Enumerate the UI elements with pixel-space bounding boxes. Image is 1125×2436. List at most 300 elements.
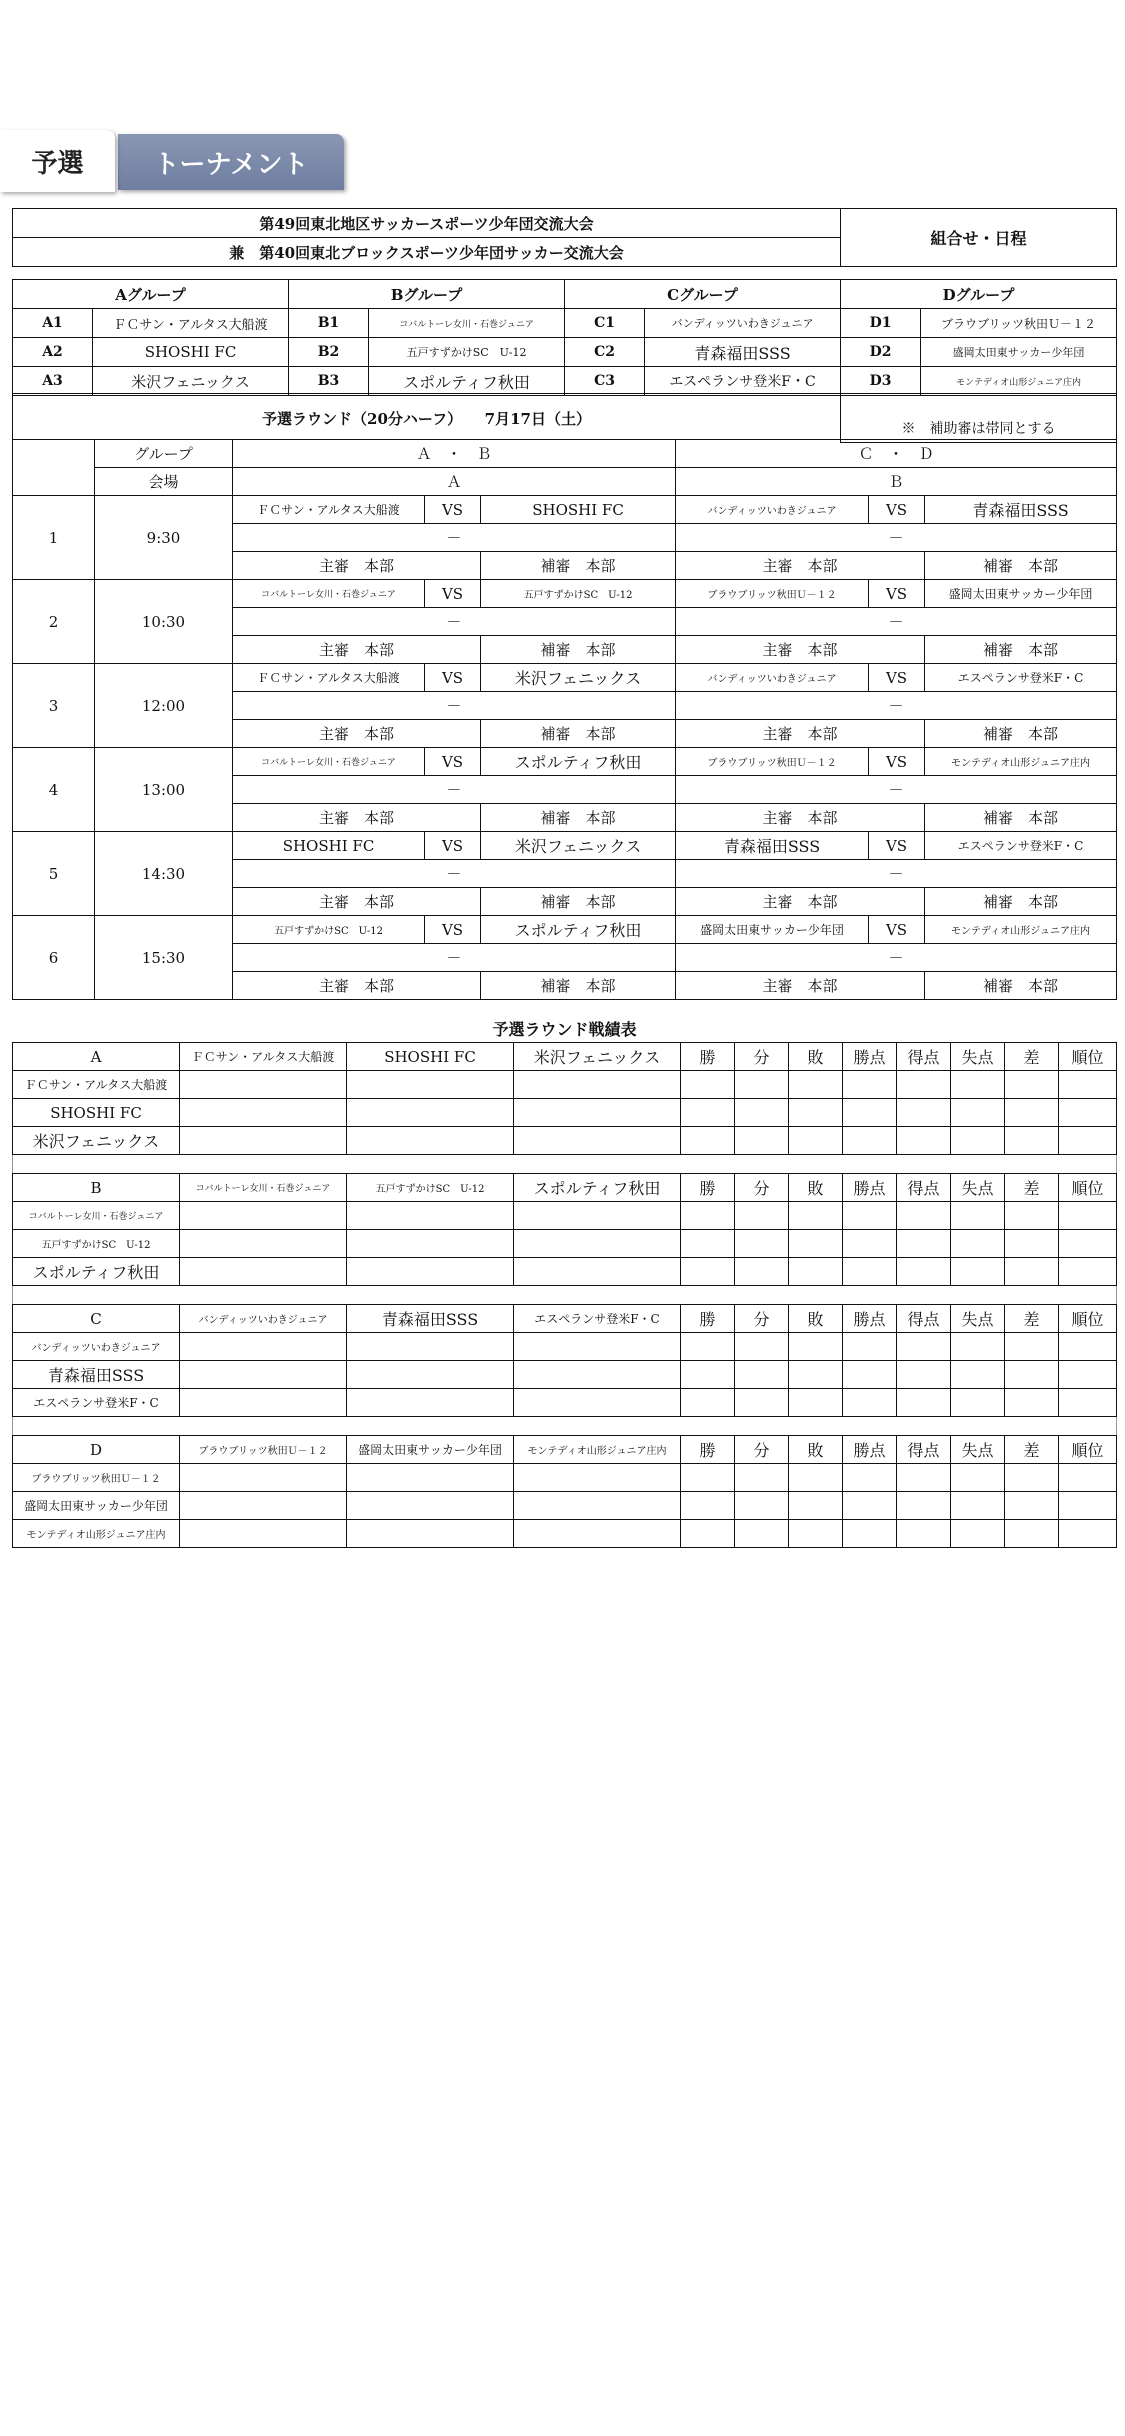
results-col-header: 分: [735, 1174, 789, 1202]
team-home-b: バンディッツいわきジュニア: [676, 496, 869, 524]
team-away-b: 青森福田SSS: [925, 496, 1117, 524]
results-cell[interactable]: [897, 1202, 951, 1230]
results-cell[interactable]: [789, 1361, 843, 1389]
results-cell[interactable]: [897, 1361, 951, 1389]
team-home-b: 盛岡太田東サッカー少年団: [676, 916, 869, 944]
team-home-b: 青森福田SSS: [676, 832, 869, 860]
results-cell[interactable]: [347, 1127, 514, 1155]
results-col-header: 分: [735, 1305, 789, 1333]
group-team: ブラウブリッツ秋田Ｕ－１２: [921, 309, 1117, 338]
results-cell[interactable]: [1005, 1099, 1059, 1127]
results-cell[interactable]: [1005, 1127, 1059, 1155]
results-col-header: 敗: [789, 1043, 843, 1071]
results-cell[interactable]: [180, 1361, 347, 1389]
team-home-a: コバルトーレ女川・石巻ジュニア: [233, 580, 425, 608]
match-number: 2: [13, 580, 95, 664]
results-cell[interactable]: [514, 1492, 681, 1520]
results-cell[interactable]: [1059, 1333, 1117, 1361]
results-cell[interactable]: [347, 1464, 514, 1492]
results-cell[interactable]: [789, 1202, 843, 1230]
results-col-header: 勝点: [843, 1436, 897, 1464]
referee-main-a: 主審 本部: [233, 552, 481, 580]
results-row-team: 五戸すずかけSC U-12: [13, 1230, 180, 1258]
schedule-table: [12, 439, 1117, 1000]
results-cell[interactable]: [1005, 1520, 1059, 1548]
referee-sub-a: 補審 本部: [481, 636, 676, 664]
group-team: スポルティフ秋田: [369, 367, 565, 396]
results-col-team: SHOSHI FC: [347, 1043, 514, 1071]
results-col-header: 敗: [789, 1305, 843, 1333]
results-cell[interactable]: [180, 1071, 347, 1099]
group-team: 盛岡太田東サッカー少年団: [921, 338, 1117, 367]
results-cell[interactable]: [347, 1099, 514, 1127]
results-col-header: 得点: [897, 1174, 951, 1202]
results-cell[interactable]: [843, 1389, 897, 1417]
results-cell[interactable]: [789, 1492, 843, 1520]
results-cell[interactable]: [735, 1071, 789, 1099]
score-a: －: [233, 608, 676, 636]
groups-table: [12, 279, 1117, 396]
match-number: 5: [13, 832, 95, 916]
results-cell[interactable]: [180, 1389, 347, 1417]
results-cell[interactable]: [897, 1258, 951, 1286]
results-cell[interactable]: [1059, 1127, 1117, 1155]
results-col-header: 得点: [897, 1043, 951, 1071]
results-row-team: バンディッツいわきジュニア: [13, 1333, 180, 1361]
referee-sub-b: 補審 本部: [925, 804, 1117, 832]
group-code: D1: [841, 309, 921, 338]
results-cell[interactable]: [735, 1099, 789, 1127]
results-cell[interactable]: [843, 1520, 897, 1548]
results-cell[interactable]: [347, 1333, 514, 1361]
results-cell[interactable]: [180, 1127, 347, 1155]
results-cell[interactable]: [951, 1071, 1005, 1099]
results-col-header: 差: [1005, 1305, 1059, 1333]
results-col-team: バンディッツいわきジュニア: [180, 1305, 347, 1333]
results-cell[interactable]: [789, 1389, 843, 1417]
vs-label: VS: [425, 748, 481, 776]
vs-label: VS: [869, 580, 925, 608]
results-cell[interactable]: [347, 1258, 514, 1286]
results-cell[interactable]: [681, 1520, 735, 1548]
results-cell[interactable]: [951, 1464, 1005, 1492]
results-cell[interactable]: [514, 1230, 681, 1258]
results-cell[interactable]: [514, 1389, 681, 1417]
results-cell[interactable]: [681, 1099, 735, 1127]
groups-cd: Ｃ ・ Ｄ: [676, 440, 1117, 468]
venue-b: Ｂ: [676, 468, 1117, 496]
results-cell[interactable]: [897, 1099, 951, 1127]
match-number: 6: [13, 916, 95, 1000]
group-team: 青森福田SSS: [645, 338, 841, 367]
results-cell[interactable]: [789, 1464, 843, 1492]
results-cell[interactable]: [843, 1230, 897, 1258]
results-cell[interactable]: [681, 1230, 735, 1258]
results-cell[interactable]: [681, 1333, 735, 1361]
referee-sub-a: 補審 本部: [481, 888, 676, 916]
results-cell[interactable]: [347, 1230, 514, 1258]
results-col-header: 勝: [681, 1436, 735, 1464]
results-cell[interactable]: [514, 1333, 681, 1361]
results-cell[interactable]: [514, 1127, 681, 1155]
team-home-b: ブラウブリッツ秋田Ｕ－１２: [676, 748, 869, 776]
score-b: －: [676, 944, 1117, 972]
results-cell[interactable]: [735, 1389, 789, 1417]
results-cell[interactable]: [789, 1071, 843, 1099]
group-team: モンテディオ山形ジュニア庄内: [921, 367, 1117, 396]
title-side: 組合せ・日程: [841, 209, 1117, 267]
referee-main-a: 主審 本部: [233, 636, 481, 664]
results-cell[interactable]: [951, 1492, 1005, 1520]
results-cell[interactable]: [789, 1230, 843, 1258]
results-cell[interactable]: [514, 1361, 681, 1389]
team-home-a: SHOSHI FC: [233, 832, 425, 860]
title-line2: 兼 第40回東北ブロックスポーツ少年団サッカー交流大会: [13, 238, 841, 267]
group-code: A3: [13, 367, 93, 396]
team-away-a: スポルティフ秋田: [481, 748, 676, 776]
results-cell[interactable]: [897, 1389, 951, 1417]
group-code: B3: [289, 367, 369, 396]
referee-sub-a: 補審 本部: [481, 804, 676, 832]
results-cell[interactable]: [180, 1258, 347, 1286]
results-cell[interactable]: [347, 1071, 514, 1099]
referee-sub-b: 補審 本部: [925, 888, 1117, 916]
team-away-a: スポルティフ秋田: [481, 916, 676, 944]
results-cell[interactable]: [180, 1202, 347, 1230]
results-cell[interactable]: [514, 1071, 681, 1099]
referee-main-a: 主審 本部: [233, 720, 481, 748]
results-cell[interactable]: [735, 1258, 789, 1286]
results-col-header: 得点: [897, 1436, 951, 1464]
results-cell[interactable]: [514, 1202, 681, 1230]
venue-label: 会場: [95, 468, 233, 496]
score-b: －: [676, 608, 1117, 636]
match-time: 12:00: [95, 664, 233, 748]
results-cell[interactable]: [735, 1202, 789, 1230]
results-spacer: [13, 1417, 1117, 1436]
results-cell[interactable]: [1059, 1389, 1117, 1417]
results-col-team: ＦＣサン・アルタス大船渡: [180, 1043, 347, 1071]
results-cell[interactable]: [843, 1071, 897, 1099]
group-team: コバルトーレ女川・石巻ジュニア: [369, 309, 565, 338]
results-cell[interactable]: [1059, 1361, 1117, 1389]
results-cell[interactable]: [180, 1099, 347, 1127]
group-header-b: Bグループ: [289, 280, 565, 309]
results-cell[interactable]: [951, 1258, 1005, 1286]
results-col-team: 米沢フェニックス: [514, 1043, 681, 1071]
team-home-a: コバルトーレ女川・石巻ジュニア: [233, 748, 425, 776]
results-cell[interactable]: [1005, 1230, 1059, 1258]
group-code: A2: [13, 338, 93, 367]
score-a: －: [233, 860, 676, 888]
results-cell[interactable]: [789, 1520, 843, 1548]
results-col-header: 得点: [897, 1305, 951, 1333]
results-cell[interactable]: [735, 1492, 789, 1520]
results-cell[interactable]: [347, 1389, 514, 1417]
results-cell[interactable]: [180, 1333, 347, 1361]
team-away-a: 五戸すずかけSC U-12: [481, 580, 676, 608]
results-col-header: 順位: [1059, 1174, 1117, 1202]
results-cell[interactable]: [735, 1333, 789, 1361]
results-col-header: 失点: [951, 1174, 1005, 1202]
results-col-team: 五戸すずかけSC U-12: [347, 1174, 514, 1202]
groups-ab: Ａ ・ Ｂ: [233, 440, 676, 468]
results-cell[interactable]: [1059, 1464, 1117, 1492]
group-team: 五戸すずかけSC U-12: [369, 338, 565, 367]
results-group-label: A: [13, 1043, 180, 1071]
results-cell[interactable]: [1005, 1464, 1059, 1492]
results-cell[interactable]: [789, 1258, 843, 1286]
results-cell[interactable]: [681, 1492, 735, 1520]
results-cell[interactable]: [514, 1520, 681, 1548]
results-col-team: モンテディオ山形ジュニア庄内: [514, 1436, 681, 1464]
results-col-header: 失点: [951, 1043, 1005, 1071]
title-table: [12, 208, 1117, 267]
score-b: －: [676, 692, 1117, 720]
group-label: グループ: [95, 440, 233, 468]
results-title: 予選ラウンド戦績表: [492, 1020, 637, 1039]
results-cell[interactable]: [789, 1099, 843, 1127]
score-a: －: [233, 776, 676, 804]
results-group-label: B: [13, 1174, 180, 1202]
score-b: －: [676, 860, 1117, 888]
results-cell[interactable]: [1059, 1202, 1117, 1230]
tab-tournament[interactable]: トーナメント: [118, 134, 344, 190]
results-cell[interactable]: [735, 1361, 789, 1389]
results-cell[interactable]: [951, 1099, 1005, 1127]
team-away-b: モンテディオ山形ジュニア庄内: [925, 748, 1117, 776]
results-cell[interactable]: [1059, 1258, 1117, 1286]
results-col-header: 順位: [1059, 1436, 1117, 1464]
results-cell[interactable]: [681, 1464, 735, 1492]
results-cell[interactable]: [789, 1333, 843, 1361]
results-cell[interactable]: [1005, 1071, 1059, 1099]
results-cell[interactable]: [951, 1520, 1005, 1548]
group-team: SHOSHI FC: [93, 338, 289, 367]
results-cell[interactable]: [681, 1389, 735, 1417]
referee-main-b: 主審 本部: [676, 972, 925, 1000]
group-team: ＦＣサン・アルタス大船渡: [93, 309, 289, 338]
results-cell[interactable]: [180, 1520, 347, 1548]
results-cell[interactable]: [843, 1464, 897, 1492]
results-cell[interactable]: [347, 1492, 514, 1520]
results-row-team: 米沢フェニックス: [13, 1127, 180, 1155]
score-b: －: [676, 524, 1117, 552]
results-row-team: ＦＣサン・アルタス大船渡: [13, 1071, 180, 1099]
results-col-header: 失点: [951, 1436, 1005, 1464]
referee-main-a: 主審 本部: [233, 972, 481, 1000]
team-home-a: 五戸すずかけSC U-12: [233, 916, 425, 944]
referee-main-b: 主審 本部: [676, 720, 925, 748]
results-cell[interactable]: [681, 1202, 735, 1230]
results-cell[interactable]: [347, 1520, 514, 1548]
referee-main-b: 主審 本部: [676, 636, 925, 664]
results-row-team: モンテディオ山形ジュニア庄内: [13, 1520, 180, 1548]
results-row-team: 盛岡太田東サッカー少年団: [13, 1492, 180, 1520]
group-code: B2: [289, 338, 369, 367]
round-note: ※ 補助審は帯同とする: [841, 394, 1117, 443]
vs-label: VS: [425, 580, 481, 608]
results-row-team: コバルトーレ女川・石巻ジュニア: [13, 1202, 180, 1230]
results-cell[interactable]: [1059, 1520, 1117, 1548]
vs-label: VS: [869, 664, 925, 692]
results-cell[interactable]: [735, 1230, 789, 1258]
results-cell[interactable]: [735, 1464, 789, 1492]
results-cell[interactable]: [843, 1099, 897, 1127]
team-home-a: ＦＣサン・アルタス大船渡: [233, 664, 425, 692]
results-cell[interactable]: [347, 1361, 514, 1389]
results-cell[interactable]: [951, 1127, 1005, 1155]
results-row-team: エスペランサ登米F・C: [13, 1389, 180, 1417]
score-b: －: [676, 776, 1117, 804]
results-cell[interactable]: [897, 1127, 951, 1155]
referee-main-a: 主審 本部: [233, 888, 481, 916]
results-row-team: SHOSHI FC: [13, 1099, 180, 1127]
results-col-header: 勝: [681, 1043, 735, 1071]
results-cell[interactable]: [514, 1258, 681, 1286]
results-col-header: 失点: [951, 1305, 1005, 1333]
results-cell[interactable]: [843, 1361, 897, 1389]
results-cell[interactable]: [897, 1333, 951, 1361]
referee-sub-b: 補審 本部: [925, 636, 1117, 664]
tab-yosen[interactable]: 予選: [0, 130, 115, 192]
results-cell[interactable]: [1005, 1202, 1059, 1230]
referee-sub-b: 補審 本部: [925, 552, 1117, 580]
results-col-team: スポルティフ秋田: [514, 1174, 681, 1202]
results-col-header: 勝点: [843, 1305, 897, 1333]
vs-label: VS: [425, 664, 481, 692]
results-cell[interactable]: [1059, 1071, 1117, 1099]
results-cell[interactable]: [735, 1520, 789, 1548]
results-col-header: 敗: [789, 1174, 843, 1202]
match-number: 3: [13, 664, 95, 748]
vs-label: VS: [869, 748, 925, 776]
results-cell[interactable]: [347, 1202, 514, 1230]
results-cell[interactable]: [951, 1202, 1005, 1230]
team-away-a: SHOSHI FC: [481, 496, 676, 524]
results-cell[interactable]: [897, 1492, 951, 1520]
team-away-a: 米沢フェニックス: [481, 832, 676, 860]
group-team: 米沢フェニックス: [93, 367, 289, 396]
referee-main-b: 主審 本部: [676, 804, 925, 832]
referee-main-b: 主審 本部: [676, 888, 925, 916]
results-row-team: ブラウブリッツ秋田Ｕ－１２: [13, 1464, 180, 1492]
results-cell[interactable]: [514, 1464, 681, 1492]
match-time: 13:00: [95, 748, 233, 832]
results-cell[interactable]: [1059, 1230, 1117, 1258]
results-cell[interactable]: [897, 1071, 951, 1099]
results-cell[interactable]: [951, 1230, 1005, 1258]
group-code: C2: [565, 338, 645, 367]
group-header-a: Aグループ: [13, 280, 289, 309]
results-cell[interactable]: [180, 1464, 347, 1492]
results-cell[interactable]: [1059, 1099, 1117, 1127]
results-cell[interactable]: [951, 1333, 1005, 1361]
vs-label: VS: [869, 916, 925, 944]
schedule-corner: [13, 440, 95, 496]
results-col-header: 差: [1005, 1174, 1059, 1202]
match-time: 14:30: [95, 832, 233, 916]
results-col-team: 青森福田SSS: [347, 1305, 514, 1333]
results-cell[interactable]: [843, 1127, 897, 1155]
results-cell[interactable]: [951, 1361, 1005, 1389]
results-col-header: 差: [1005, 1436, 1059, 1464]
results-cell[interactable]: [681, 1071, 735, 1099]
results-row-team: 青森福田SSS: [13, 1361, 180, 1389]
results-col-team: ブラウブリッツ秋田Ｕ－１２: [180, 1436, 347, 1464]
round-header: [12, 393, 1117, 443]
match-time: 10:30: [95, 580, 233, 664]
results-cell[interactable]: [843, 1333, 897, 1361]
results-cell[interactable]: [514, 1099, 681, 1127]
team-away-b: エスペランサ登米F・C: [925, 664, 1117, 692]
team-home-b: ブラウブリッツ秋田Ｕ－１２: [676, 580, 869, 608]
results-spacer: [13, 1155, 1117, 1174]
results-cell[interactable]: [897, 1520, 951, 1548]
results-cell[interactable]: [681, 1127, 735, 1155]
vs-label: VS: [869, 832, 925, 860]
results-cell[interactable]: [843, 1258, 897, 1286]
results-col-header: 敗: [789, 1436, 843, 1464]
results-col-header: 順位: [1059, 1305, 1117, 1333]
score-a: －: [233, 944, 676, 972]
referee-sub-b: 補審 本部: [925, 720, 1117, 748]
results-group-label: C: [13, 1305, 180, 1333]
results-cell[interactable]: [1005, 1389, 1059, 1417]
match-number: 4: [13, 748, 95, 832]
results-cell[interactable]: [843, 1492, 897, 1520]
results-cell[interactable]: [789, 1127, 843, 1155]
group-code: D3: [841, 367, 921, 396]
results-cell[interactable]: [1005, 1333, 1059, 1361]
results-cell[interactable]: [180, 1230, 347, 1258]
results-cell[interactable]: [1005, 1361, 1059, 1389]
referee-sub-a: 補審 本部: [481, 972, 676, 1000]
referee-main-a: 主審 本部: [233, 804, 481, 832]
results-cell[interactable]: [681, 1361, 735, 1389]
results-cell[interactable]: [897, 1230, 951, 1258]
group-code: C3: [565, 367, 645, 396]
team-away-b: 盛岡太田東サッカー少年団: [925, 580, 1117, 608]
results-col-header: 勝: [681, 1305, 735, 1333]
results-cell[interactable]: [735, 1127, 789, 1155]
results-row-team: スポルティフ秋田: [13, 1258, 180, 1286]
results-cell[interactable]: [180, 1492, 347, 1520]
group-code: B1: [289, 309, 369, 338]
results-cell[interactable]: [681, 1258, 735, 1286]
results-col-header: 分: [735, 1043, 789, 1071]
results-cell[interactable]: [1005, 1492, 1059, 1520]
vs-label: VS: [869, 496, 925, 524]
results-col-header: 勝点: [843, 1043, 897, 1071]
team-away-b: モンテディオ山形ジュニア庄内: [925, 916, 1117, 944]
team-home-b: バンディッツいわきジュニア: [676, 664, 869, 692]
results-cell[interactable]: [1005, 1258, 1059, 1286]
results-cell[interactable]: [1059, 1492, 1117, 1520]
vs-label: VS: [425, 496, 481, 524]
results-cell[interactable]: [843, 1202, 897, 1230]
results-col-header: 順位: [1059, 1043, 1117, 1071]
round-title: 予選ラウンド（20分ハーフ） 7月17日（土）: [13, 394, 841, 443]
results-col-team: エスペランサ登米F・C: [514, 1305, 681, 1333]
results-cell[interactable]: [951, 1389, 1005, 1417]
results-col-team: 盛岡太田東サッカー少年団: [347, 1436, 514, 1464]
team-home-a: ＦＣサン・アルタス大船渡: [233, 496, 425, 524]
group-code: D2: [841, 338, 921, 367]
referee-sub-a: 補審 本部: [481, 720, 676, 748]
score-a: －: [233, 692, 676, 720]
results-cell[interactable]: [897, 1464, 951, 1492]
